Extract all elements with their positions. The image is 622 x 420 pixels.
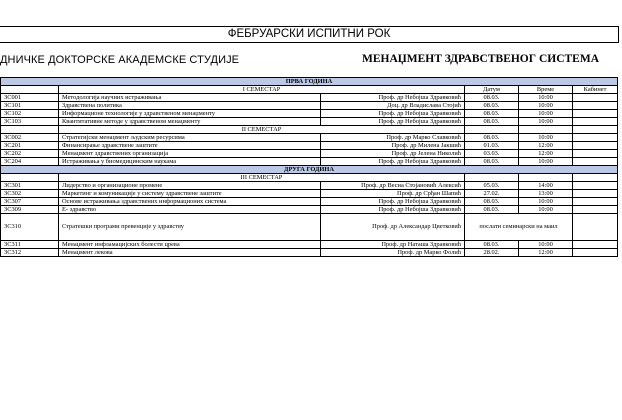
blank-cell [573,126,618,134]
professor-name: Проф. др Небојша Здравковић [321,94,465,102]
room-cell [573,206,618,214]
course-name: Здравствена политика [59,102,321,110]
semester-label: III СЕМЕСТАР [59,174,465,182]
professor-name: Проф. др Небојша Здравковић [321,198,465,206]
course-row [1,102,618,110]
course-row [1,206,618,214]
professor-name: Проф. др Александар Цветковић [321,214,465,241]
course-name: Стратешки програми превенције у здравству [59,214,321,241]
year-header-row [1,166,618,174]
professor-name: Проф. др Милена Јакшић [321,142,465,150]
professor-name: Проф. др Срђан Шапић [321,190,465,198]
professor-name: Проф. др Јелена Николић [321,150,465,158]
blank-cell [519,126,573,134]
course-row [1,134,618,142]
course-name: Информационе технологије у здравственом менаџменту [59,110,321,118]
room-cell [573,102,618,110]
semester-label: I СЕМЕСТАР [59,86,465,94]
professor-name: Проф. др Марко Славковић [321,134,465,142]
course-name: Финансирање здравствене заштите [59,142,321,150]
exam-time: 14:00 [519,182,573,190]
course-row [1,249,618,257]
room-cell [573,241,618,249]
column-header-room: Кабинет [573,86,618,94]
course-code: ЗС301 [1,182,59,190]
professor-name: Проф. др Наташа Здравковић [321,241,465,249]
exam-time: 12:00 [519,142,573,150]
exam-time: 10:00 [519,94,573,102]
room-cell [573,94,618,102]
course-row [1,158,618,166]
exam-time: 10:00 [519,110,573,118]
exam-time: 10:00 [519,158,573,166]
course-name: Менаџмент здравствених организација [59,150,321,158]
course-row [1,190,618,198]
exam-time: 10:00 [519,118,573,126]
semester-label: II СЕМЕСТАР [59,126,465,134]
year-label: ПРВА ГОДИНА [1,78,618,86]
course-code: ЗС201 [1,142,59,150]
room-cell [573,198,618,206]
column-header-date: Датум [465,86,519,94]
course-code: ЗС202 [1,150,59,158]
exam-time: 13:00 [519,190,573,198]
professor-name: Проф. др Небојша Здравковић [321,206,465,214]
course-name: Стратегијски менаџмент људским ресурсима [59,134,321,142]
course-code: ЗС102 [1,110,59,118]
exam-note-cell [465,214,573,241]
blank-cell [519,174,573,182]
exam-date: 08.03. [465,158,519,166]
course-row [1,110,618,118]
exam-date: 08.03. [465,94,519,102]
course-row [1,214,618,241]
exam-date: 05.03. [465,182,519,190]
course-name: Методологија научних истраживања [59,94,321,102]
room-cell [573,214,618,241]
room-cell [573,182,618,190]
exam-date: 27.02. [465,190,519,198]
blank-cell [1,126,59,134]
course-name: Менаџмент инфламацијских болести црева [59,241,321,249]
room-cell [573,110,618,118]
professor-name: Проф. др Небојша Здравковић [321,158,465,166]
exam-time: 10:00 [519,102,573,110]
room-cell [573,249,618,257]
blank-cell [1,174,59,182]
exam-time: 12:00 [519,150,573,158]
course-code: ЗС307 [1,198,59,206]
semester-header-row [1,126,618,134]
document-title: ФЕБРУАРСКИ ИСПИТНИ РОК [0,26,619,43]
course-row [1,94,618,102]
course-name: Основе истраживања здравствених информационих система [59,198,321,206]
room-cell [573,190,618,198]
course-row [1,142,618,150]
course-code: ЗС302 [1,190,59,198]
course-row [1,241,618,249]
exam-date: 08.03. [465,134,519,142]
course-code: ЗС101 [1,102,59,110]
course-row [1,198,618,206]
course-name: Квантитативне методе у здравственом менаџменту [59,118,321,126]
course-row [1,150,618,158]
professor-name: Доц. др Владислава Стојић [321,102,465,110]
exam-schedule-table [0,77,618,257]
exam-date: 08.03. [465,102,519,110]
year-header-row [1,78,618,86]
professor-name: Проф. др Небојша Здравковић [321,110,465,118]
room-cell [573,150,618,158]
module-title: МЕНАЏМЕНТ ЗДРАВСТВЕНОГ СИСТЕМА [362,53,599,65]
blank-cell [1,86,59,94]
exam-date: 08.03. [465,110,519,118]
exam-time: 10:00 [519,206,573,214]
room-cell [573,158,618,166]
course-name: Е- здравство [59,206,321,214]
blank-cell [465,126,519,134]
exam-date: 01.03. [465,142,519,150]
course-row [1,182,618,190]
exam-date: 08.03. [465,206,519,214]
exam-date: 08.03. [465,118,519,126]
blank-cell [573,174,618,182]
exam-date: 08.03. [465,241,519,249]
course-name: Менаџмент лекова [59,249,321,257]
course-name: Маркетинг и комуникације у систему здравствене заштите [59,190,321,198]
professor-name: Проф. др Марко Фолић [321,249,465,257]
professor-name: Проф. др Небојша Здравковић [321,118,465,126]
course-code: ЗС310 [1,214,59,241]
room-cell [573,142,618,150]
year-label: ДРУГА ГОДИНА [1,166,618,174]
blank-cell [465,174,519,182]
exam-time: 10:00 [519,241,573,249]
course-name: Лидерство и организационе промене [59,182,321,190]
exam-date: 08.03. [465,198,519,206]
exam-time: 12:00 [519,249,573,257]
semester-header-row [1,174,618,182]
course-row [1,118,618,126]
course-code: ЗС204 [1,158,59,166]
course-code: ЗС309 [1,206,59,214]
course-code: ЗС001 [1,94,59,102]
course-code: ЗС311 [1,241,59,249]
course-code: ЗС002 [1,134,59,142]
professor-name: Проф. др Весна Стојановић Алексић [321,182,465,190]
exam-time: 10:00 [519,198,573,206]
exam-date: 28.02. [465,249,519,257]
course-name: Истраживања у биомедицинским наукама [59,158,321,166]
exam-note: послати семинарски на маил [479,223,558,230]
course-code: ЗС103 [1,118,59,126]
course-code: ЗС312 [1,249,59,257]
room-cell [573,134,618,142]
exam-time: 10:00 [519,134,573,142]
room-cell [573,118,618,126]
column-header-time: Време [519,86,573,94]
exam-date: 03.03. [465,150,519,158]
semester-header-row [1,86,618,94]
program-title: ДНИЧКЕ ДОКТОРСКЕ АКАДЕМСКЕ СТУДИЈЕ [0,54,240,66]
